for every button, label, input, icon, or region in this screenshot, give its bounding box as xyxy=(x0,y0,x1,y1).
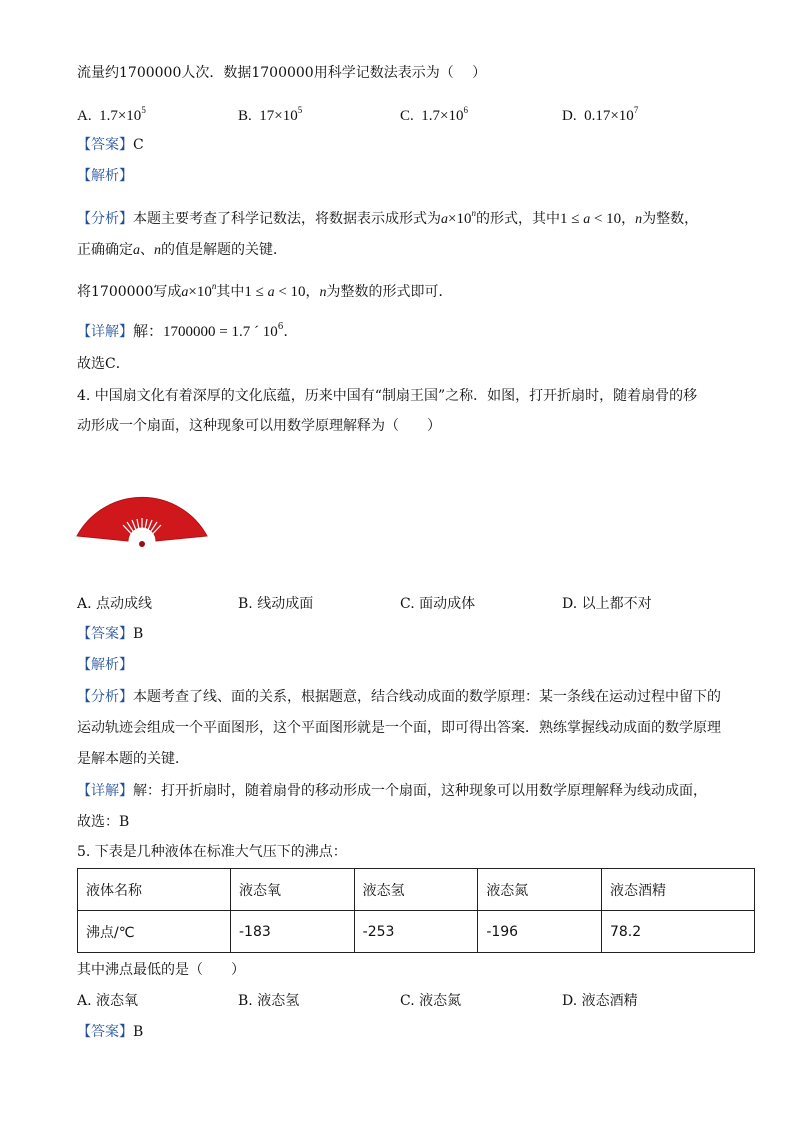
q3-fenxi-line-3: 将1700000写成$a\times 10^n$其中1 ≤ a < 10，n为整数的形式即可． xyxy=(77,281,453,300)
q4-option-c: C. 面动成体 xyxy=(400,596,476,612)
folding-fan-image xyxy=(74,470,210,550)
q4-fenxi-line-1: 【分析】本题考查了线、面的关系，根据题意，结合线动成面的数学原理：某一条线在运动过程中留下的 xyxy=(77,689,721,705)
fan-pivot xyxy=(139,541,145,547)
q4-option-d: D. 以上都不对 xyxy=(562,596,652,612)
q4-stem-line-1: 4. 中国扇文化有着深厚的文化底蕴，历来中国有“制扇王国”之称．如图，打开折扇时，随着扇骨的移 xyxy=(77,388,698,404)
q4-stem-line-2: 动形成一个扇面，这种现象可以用数学原理解释为（ ） xyxy=(77,418,441,434)
q5-option-c: C. 液态氮 xyxy=(400,993,462,1009)
table-cell: 液态氮 xyxy=(478,869,602,911)
q5-option-b: B. 液态氢 xyxy=(238,993,300,1009)
table-cell: -196 xyxy=(478,911,602,953)
q5-question: 其中沸点最低的是（ ） xyxy=(77,962,245,978)
q4-fenxi-line-2: 运动轨迹会组成一个平面图形，这个平面图形就是一个面，即可得出答案．熟练掌握线动成面的数学原理 xyxy=(77,720,721,736)
q5-option-a: A. 液态氧 xyxy=(77,993,139,1009)
q4-answer: 【答案】B xyxy=(77,626,144,642)
table-row-values xyxy=(78,911,755,953)
table-cell: 沸点/℃ xyxy=(78,911,231,953)
table-cell: 液态氢 xyxy=(354,869,478,911)
q4-fenxi-line-3: 是解本题的关键． xyxy=(77,751,189,767)
q3-option-a: A. $1.7\times 10^5$ xyxy=(77,105,146,124)
table-cell: 78.2 xyxy=(601,911,754,953)
q3-detail: 【详解】解：1700000 = 1.7 ´ $10^6$． xyxy=(77,322,298,340)
q4-analysis-heading: 【解析】 xyxy=(77,657,133,673)
q3-option-d: D. $0.17\times 10^7$ xyxy=(562,105,639,124)
q4-option-a: A. 点动成线 xyxy=(77,596,153,612)
q3-option-b: B. $17\times 10^5$ xyxy=(238,105,303,124)
q5-answer: 【答案】B xyxy=(77,1024,144,1040)
q3-analysis-heading: 【解析】 xyxy=(77,168,133,184)
q3-fenxi-line-2: 正确确定a、n的值是解题的关键． xyxy=(77,242,287,258)
q4-conclusion: 故选：B xyxy=(77,814,130,830)
q3-fenxi-line-1: 【分析】本题主要考查了科学记数法，将数据表示成形式为$a\times 10^n$的形式，其中1 ≤ a < 10，n为整数， xyxy=(77,208,699,227)
q5-option-d: D. 液态酒精 xyxy=(562,993,638,1009)
q4-option-b: B. 线动成面 xyxy=(238,596,314,612)
boiling-point-table xyxy=(77,868,755,953)
table-row-header xyxy=(78,869,755,911)
answer-tag: 【答案】 xyxy=(77,137,133,153)
table-cell: 液体名称 xyxy=(78,869,231,911)
q3-stem: 流量约1700000人次．数据1700000用科学记数法表示为（ ） xyxy=(77,65,487,81)
q3-answer xyxy=(77,135,144,155)
answer-value: C xyxy=(133,137,144,153)
table-cell: 液态氧 xyxy=(231,869,355,911)
table-cell: 液态酒精 xyxy=(601,869,754,911)
q3-option-c: C. $1.7\times 10^6$ xyxy=(400,105,468,124)
q4-detail: 【详解】解：打开折扇时，随着扇骨的移动形成一个扇面，这种现象可以用数学原理解释为线动成面， xyxy=(77,783,707,799)
q5-stem: 5. 下表是几种液体在标准大气压下的沸点： xyxy=(77,844,347,860)
table-cell: -183 xyxy=(231,911,355,953)
table-cell: -253 xyxy=(354,911,478,953)
q3-conclusion: 故选C． xyxy=(77,356,130,372)
